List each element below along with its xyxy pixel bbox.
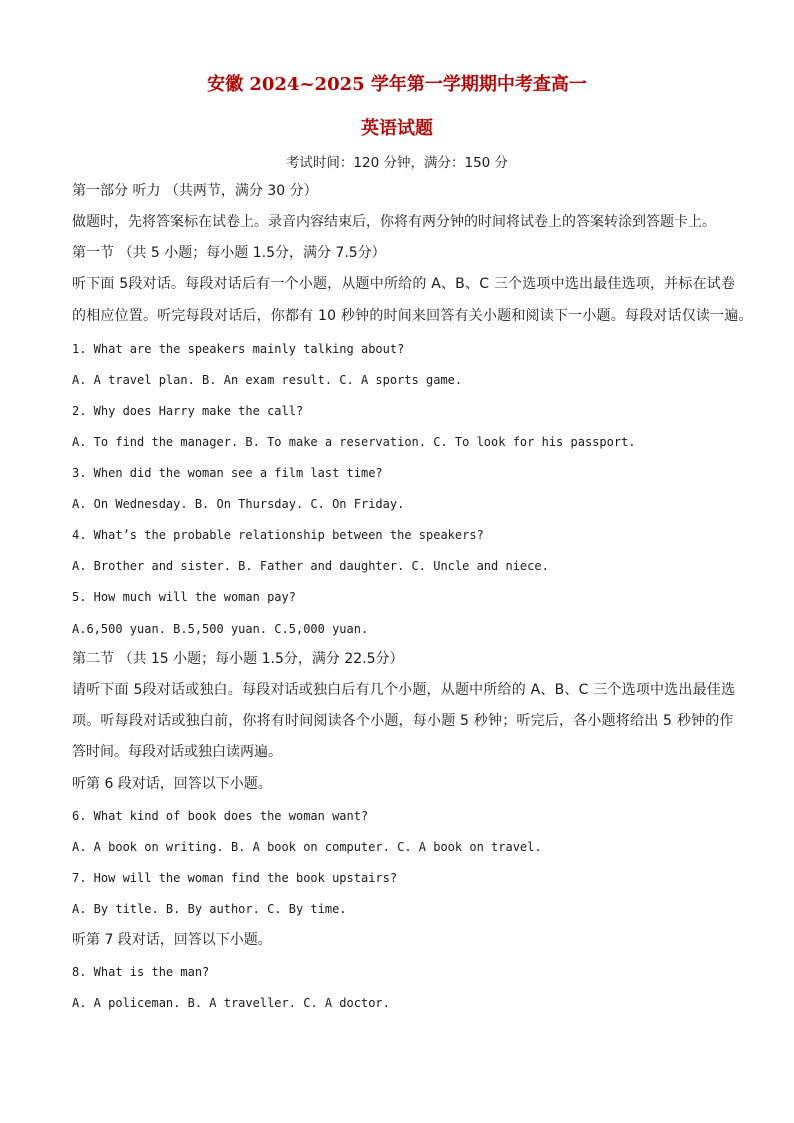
question-8: 8. What is the man? [72, 965, 210, 979]
question-5: 5. How much will the woman pay? [72, 590, 296, 604]
answer-options-3: A. On Wednesday. B. On Thursday. C. On Friday. [72, 497, 405, 511]
answer-options-6: A. A book on writing. B. A book on computer. C. A book on travel. [72, 840, 542, 854]
answer-options-2: A. To find the manager. B. To make a reservation. C. To look for his passport. [72, 435, 636, 449]
answer-options-5: A.6,500 yuan. B.5,500 yuan. C.5,000 yuan. [72, 622, 369, 636]
section1-heading: 第一节 （共 5 小题；每小题 1.5分，满分 7.5分） [72, 245, 386, 261]
answer-options-4: A. Brother and sister. B. Father and daughter. C. Uncle and niece. [72, 559, 549, 573]
question-4: 4. What’s the probable relationship between the speakers? [72, 528, 484, 542]
section1-instruction-line1: 听下面 5段对话。每段对话后有一个小题，从题中所给的 A、B、C 三个选项中选出最佳选项，并标在试卷 [72, 276, 736, 292]
section2-instruction-line3: 答时间。每段对话或独白读两遍。 [72, 744, 282, 760]
answer-options-7: A. By title. B. By author. C. By time. [72, 902, 347, 916]
part1-heading: 第一部分 听力 （共两节，满分 30 分） [72, 183, 318, 199]
exam-subtitle: 英语试题 [361, 118, 433, 139]
exam-info: 考试时间：120 分钟，满分：150 分 [285, 155, 509, 171]
question-1: 1. What are the speakers mainly talking about? [72, 342, 405, 356]
section2-instruction-line1: 请听下面 5段对话或独白。每段对话或独白后有几个小题，从题中所给的 A、B、C 三个选项中选出最佳选 [72, 682, 736, 698]
section2-instruction-line2: 项。听每段对话或独白前，你将有时间阅读各个小题，每小题 5 秒钟；听完后，各小题将给出 5 秒钟的作 [72, 713, 734, 729]
question-2: 2. Why does Harry make the call? [72, 404, 304, 418]
section1-instruction-line2: 的相应位置。听完每段对话后，你都有 10 秒钟的时间来回答有关小题和阅读下一小题。每段对话仅读一遍。 [72, 308, 753, 324]
question-6: 6. What kind of book does the woman want? [72, 809, 369, 823]
answer-options-8: A. A policeman. B. A traveller. C. A doctor. [72, 996, 390, 1010]
question-3: 3. When did the woman see a film last time? [72, 466, 383, 480]
section2-heading: 第二节 （共 15 小题；每小题 1.5分，满分 22.5分） [72, 651, 404, 667]
part1-instruction: 做题时，先将答案标在试卷上。录音内容结束后，你将有两分钟的时间将试卷上的答案转涂到答题卡上。 [72, 214, 716, 230]
exam-title: 安徽 2024~2025 学年第一学期期中考查高一 [207, 74, 587, 95]
dialog-6-intro: 听第 6 段对话，回答以下小题。 [72, 776, 272, 792]
dialog-7-intro: 听第 7 段对话，回答以下小题。 [72, 932, 272, 948]
answer-options-1: A. A travel plan. B. An exam result. C. A sports game. [72, 373, 463, 387]
question-7: 7. How will the woman find the book upstairs? [72, 871, 398, 885]
